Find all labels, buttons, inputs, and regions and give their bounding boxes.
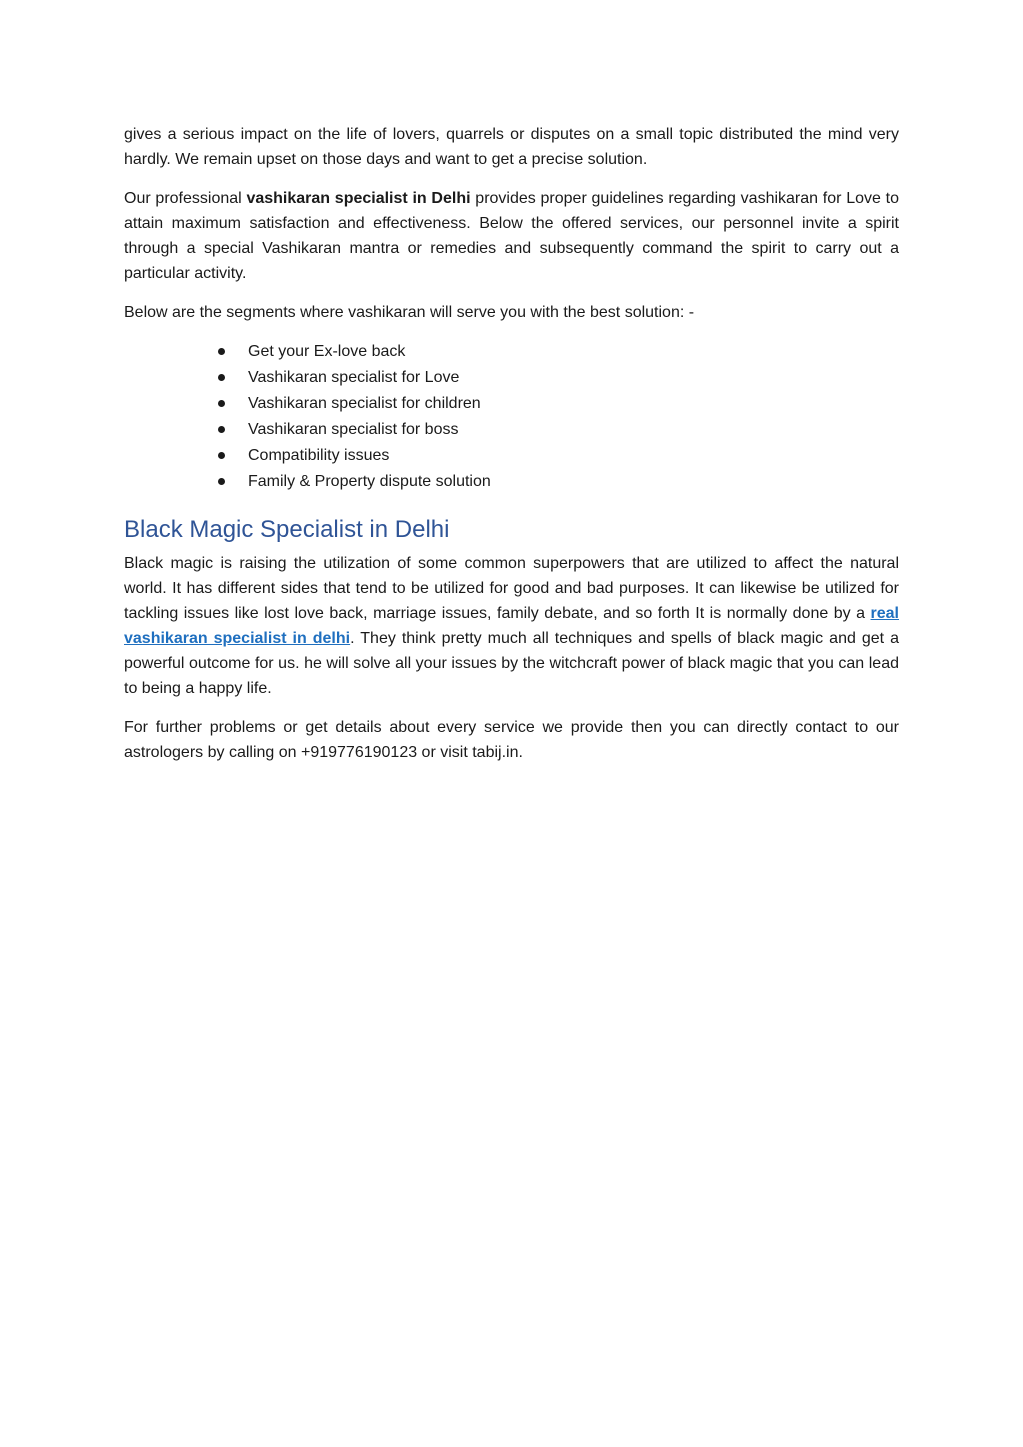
list-item — [214, 469, 899, 495]
section-paragraph-1-rest: . They think pretty much all techniques and spells of black magic and get a powerful outcome for us. he will solve all your issues by the witchcraft power of black magic that you can lead to being a happy life. — [124, 630, 900, 697]
list-item-label: Vashikaran specialist for Love — [248, 369, 460, 386]
intro-paragraph-2 — [124, 186, 899, 286]
list-item-label: Family & Property dispute solution — [248, 473, 491, 490]
bullet-icon — [218, 452, 225, 459]
keyword-vashikaran-specialist: vashikaran specialist in Delhi — [246, 190, 471, 207]
list-item — [214, 365, 899, 391]
services-list — [124, 339, 899, 495]
list-item — [214, 443, 899, 469]
section-heading: Black Magic Specialist in Delhi — [124, 516, 450, 543]
intro-paragraph-2-lead: Our professional — [124, 190, 247, 207]
list-item — [214, 417, 899, 443]
list-item-label: Get your Ex-love back — [248, 343, 406, 360]
document-page — [124, 122, 899, 779]
section-paragraph-1 — [124, 551, 899, 701]
intro-paragraph-1: gives a serious impact on the life of lovers, quarrels or disputes on a small topic distributed the mind very hardly. We remain upset on those days and want to get a precise solution. — [124, 126, 899, 168]
bullet-icon — [218, 348, 225, 355]
section-paragraph-1-lead: Black magic is raising the utilization of some common superpowers that are utilized to affect the natural world. It has different sides that tend to be utilized for good and bad purposes. It can likewise be utilized for tackling issues like lost love back, marriage issues, family debate, and so forth It is normally done by a — [124, 555, 899, 622]
list-item-label: Compatibility issues — [248, 447, 390, 464]
intro-paragraph-3: Below are the segments where vashikaran will serve you with the best solution: - — [124, 304, 695, 321]
list-item — [214, 391, 899, 417]
list-item-label: Vashikaran specialist for children — [248, 395, 481, 412]
bullet-icon — [218, 478, 225, 485]
bullet-icon — [218, 426, 225, 433]
list-item — [214, 339, 899, 365]
bullet-icon — [218, 400, 225, 407]
vashikaran-specialist-link[interactable]: real vashikaran specialist in delhi — [124, 605, 899, 647]
bullet-icon — [218, 374, 225, 381]
list-item-label: Vashikaran specialist for boss — [248, 421, 459, 438]
section-paragraph-2: For further problems or get details about every service we provide then you can directly contact to our astrologers by calling on +919776190123 or visit tabij.in. — [124, 719, 899, 761]
intro-paragraph-2-rest: provides proper guidelines regarding vashikaran for Love to attain maximum satisfaction and effectiveness. Below the offered services, our personnel invite a spirit through a special Vashikaran mantra or remedies and subsequently command the spirit to carry out a particular activity. — [124, 190, 899, 282]
